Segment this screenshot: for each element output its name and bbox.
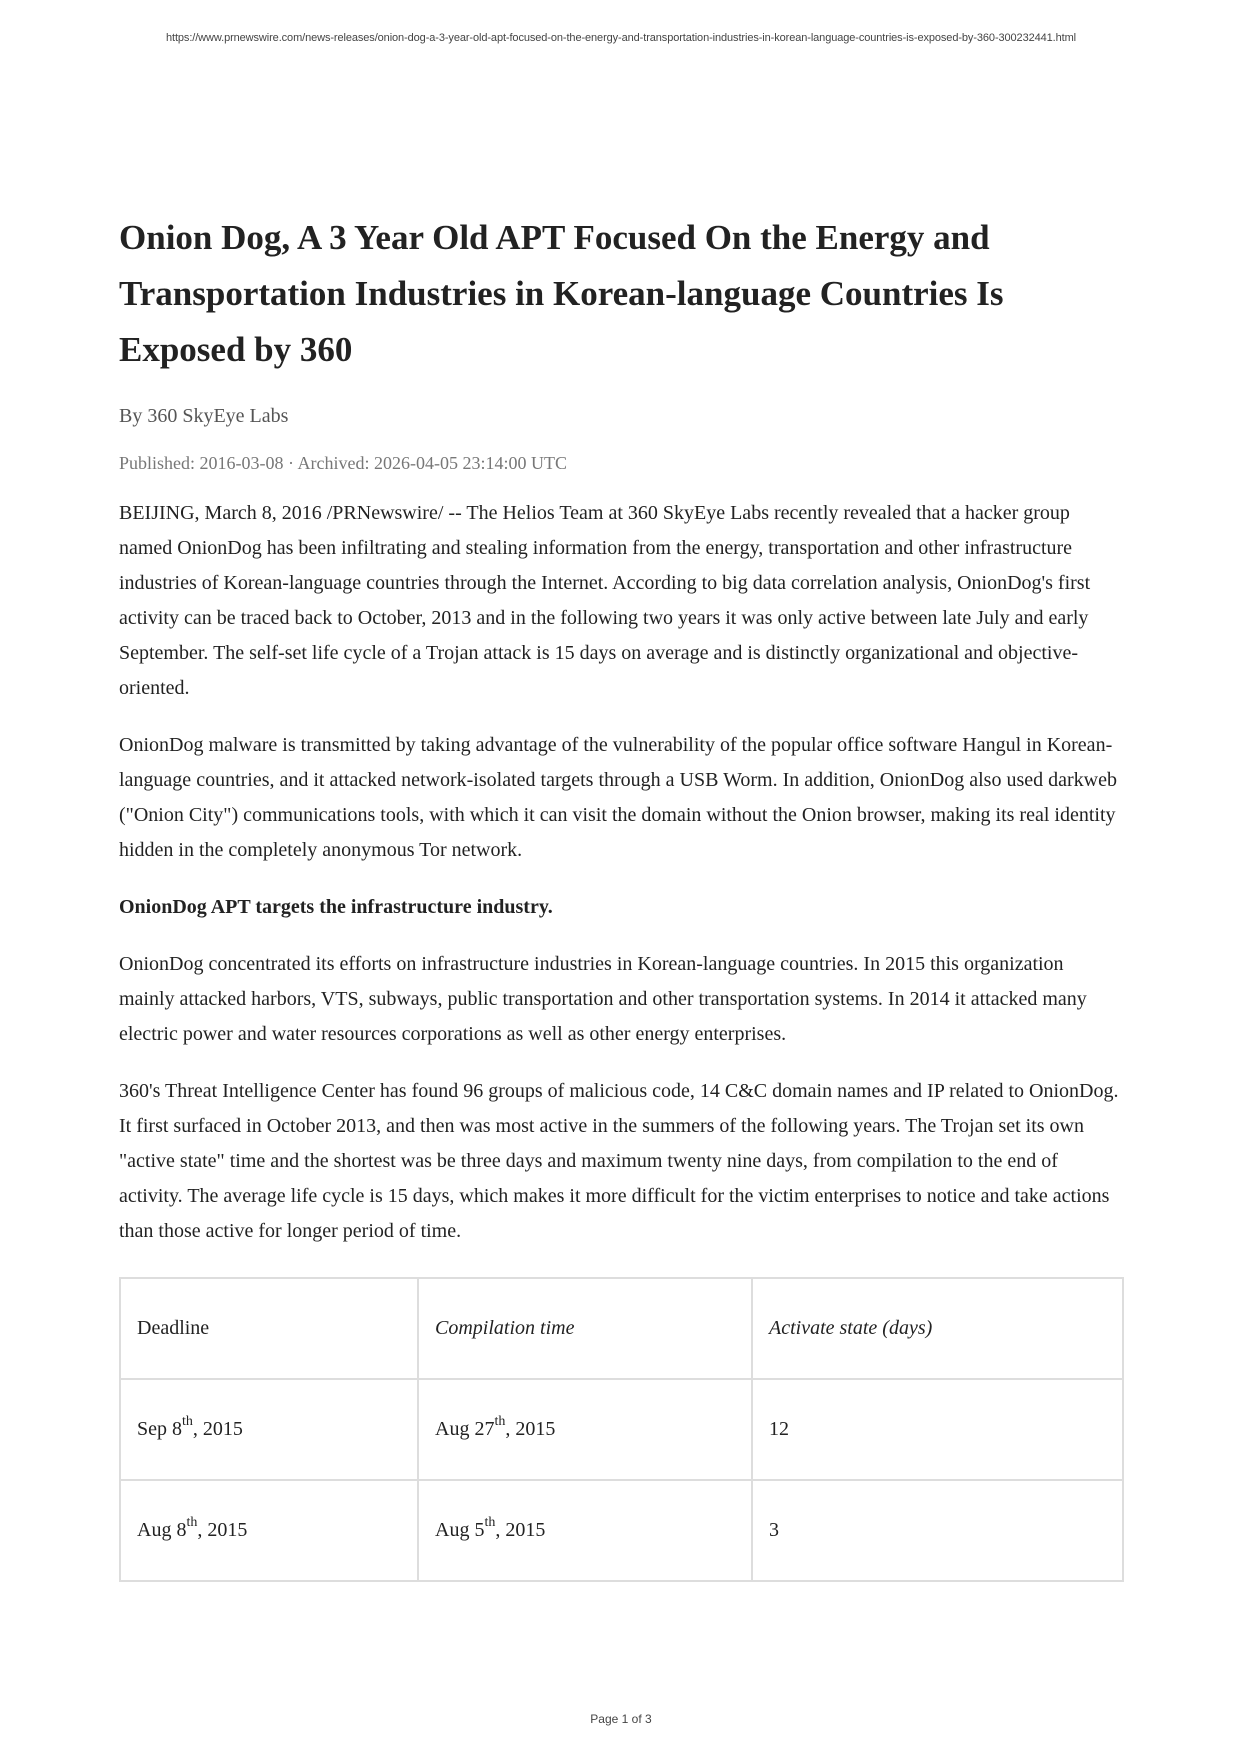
table-row [120, 1379, 1123, 1480]
section-subheading: OnionDog APT targets the infrastructure industry. [119, 896, 553, 918]
cell-activate-days: 12 [752, 1379, 1123, 1480]
table-header-row [120, 1278, 1123, 1379]
cell-deadline: Sep 8th, 2015 [120, 1379, 418, 1480]
activity-table [119, 1277, 1124, 1582]
header-activate-state: Activate state (days) [752, 1278, 1123, 1379]
paragraph-1: BEIJING, March 8, 2016 /PRNewswire/ -- The Helios Team at 360 SkyEye Labs recently revealed that a hacker group named OnionDog has been infiltrating and stealing information from the energy, transportation and other infrastructure industries of Korean-language countries through the Internet. According to big data correlation analysis, OnionDog's first activity can be traced back to October, 2013 and in the following two years it was only active between late July and early September. The self-set life cycle of a Trojan attack is 15 days on average and is distinctly organizational and objective-oriented. [119, 502, 1091, 699]
table-row [120, 1480, 1123, 1581]
source-url[interactable]: https://www.prnewswire.com/news-releases/onion-dog-a-3-year-old-apt-focused-on-the-energy-and-transportation-industries-in-korean-language-countries-is-exposed-by-360-300232441.html [165, 32, 1077, 44]
header-deadline: Deadline [120, 1278, 418, 1379]
article-byline: By 360 SkyEye Labs [119, 405, 289, 427]
cell-compilation-time: Aug 27th, 2015 [418, 1379, 752, 1480]
cell-deadline: Aug 8th, 2015 [120, 1480, 418, 1581]
cell-compilation-time: Aug 5th, 2015 [418, 1480, 752, 1581]
page-number: Page 1 of 3 [590, 1712, 652, 1726]
cell-activate-days: 3 [752, 1480, 1123, 1581]
header-compilation-time: Compilation time [418, 1278, 752, 1379]
paragraph-4: 360's Threat Intelligence Center has found 96 groups of malicious code, 14 C&C domain names and IP related to OnionDog. It first surfaced in October 2013, and then was most active in the summers of the following years. The Trojan set its own "active state" time and the shortest was be three days and maximum twenty nine days, from compilation to the end of activity. The average life cycle is 15 days, which makes it more difficult for the victim enterprises to notice and take actions than those active for longer period of time. [119, 1080, 1119, 1242]
article [119, 210, 1124, 1582]
paragraph-2: OnionDog malware is transmitted by taking advantage of the vulnerability of the popular office software Hangul in Korean-language countries, and it attacked network-isolated targets through a USB Worm. In addition, OnionDog also used darkweb ("Onion City") communications tools, with which it can visit the domain without the Onion browser, making its real identity hidden in the completely anonymous Tor network. [119, 734, 1117, 861]
article-title: Onion Dog, A 3 Year Old APT Focused On the Energy and Transportation Industries in Korean-language Countries Is Exposed by 360 [119, 218, 1004, 369]
paragraph-3: OnionDog concentrated its efforts on infrastructure industries in Korean-language countries. In 2015 this organization mainly attacked harbors, VTS, subways, public transportation and other transportation systems. In 2014 it attacked many electric power and water resources corporations as well as other energy enterprises. [119, 953, 1087, 1045]
article-meta: Published: 2016-03-08 · Archived: 2026-04-05 23:14:00 UTC [119, 453, 567, 473]
